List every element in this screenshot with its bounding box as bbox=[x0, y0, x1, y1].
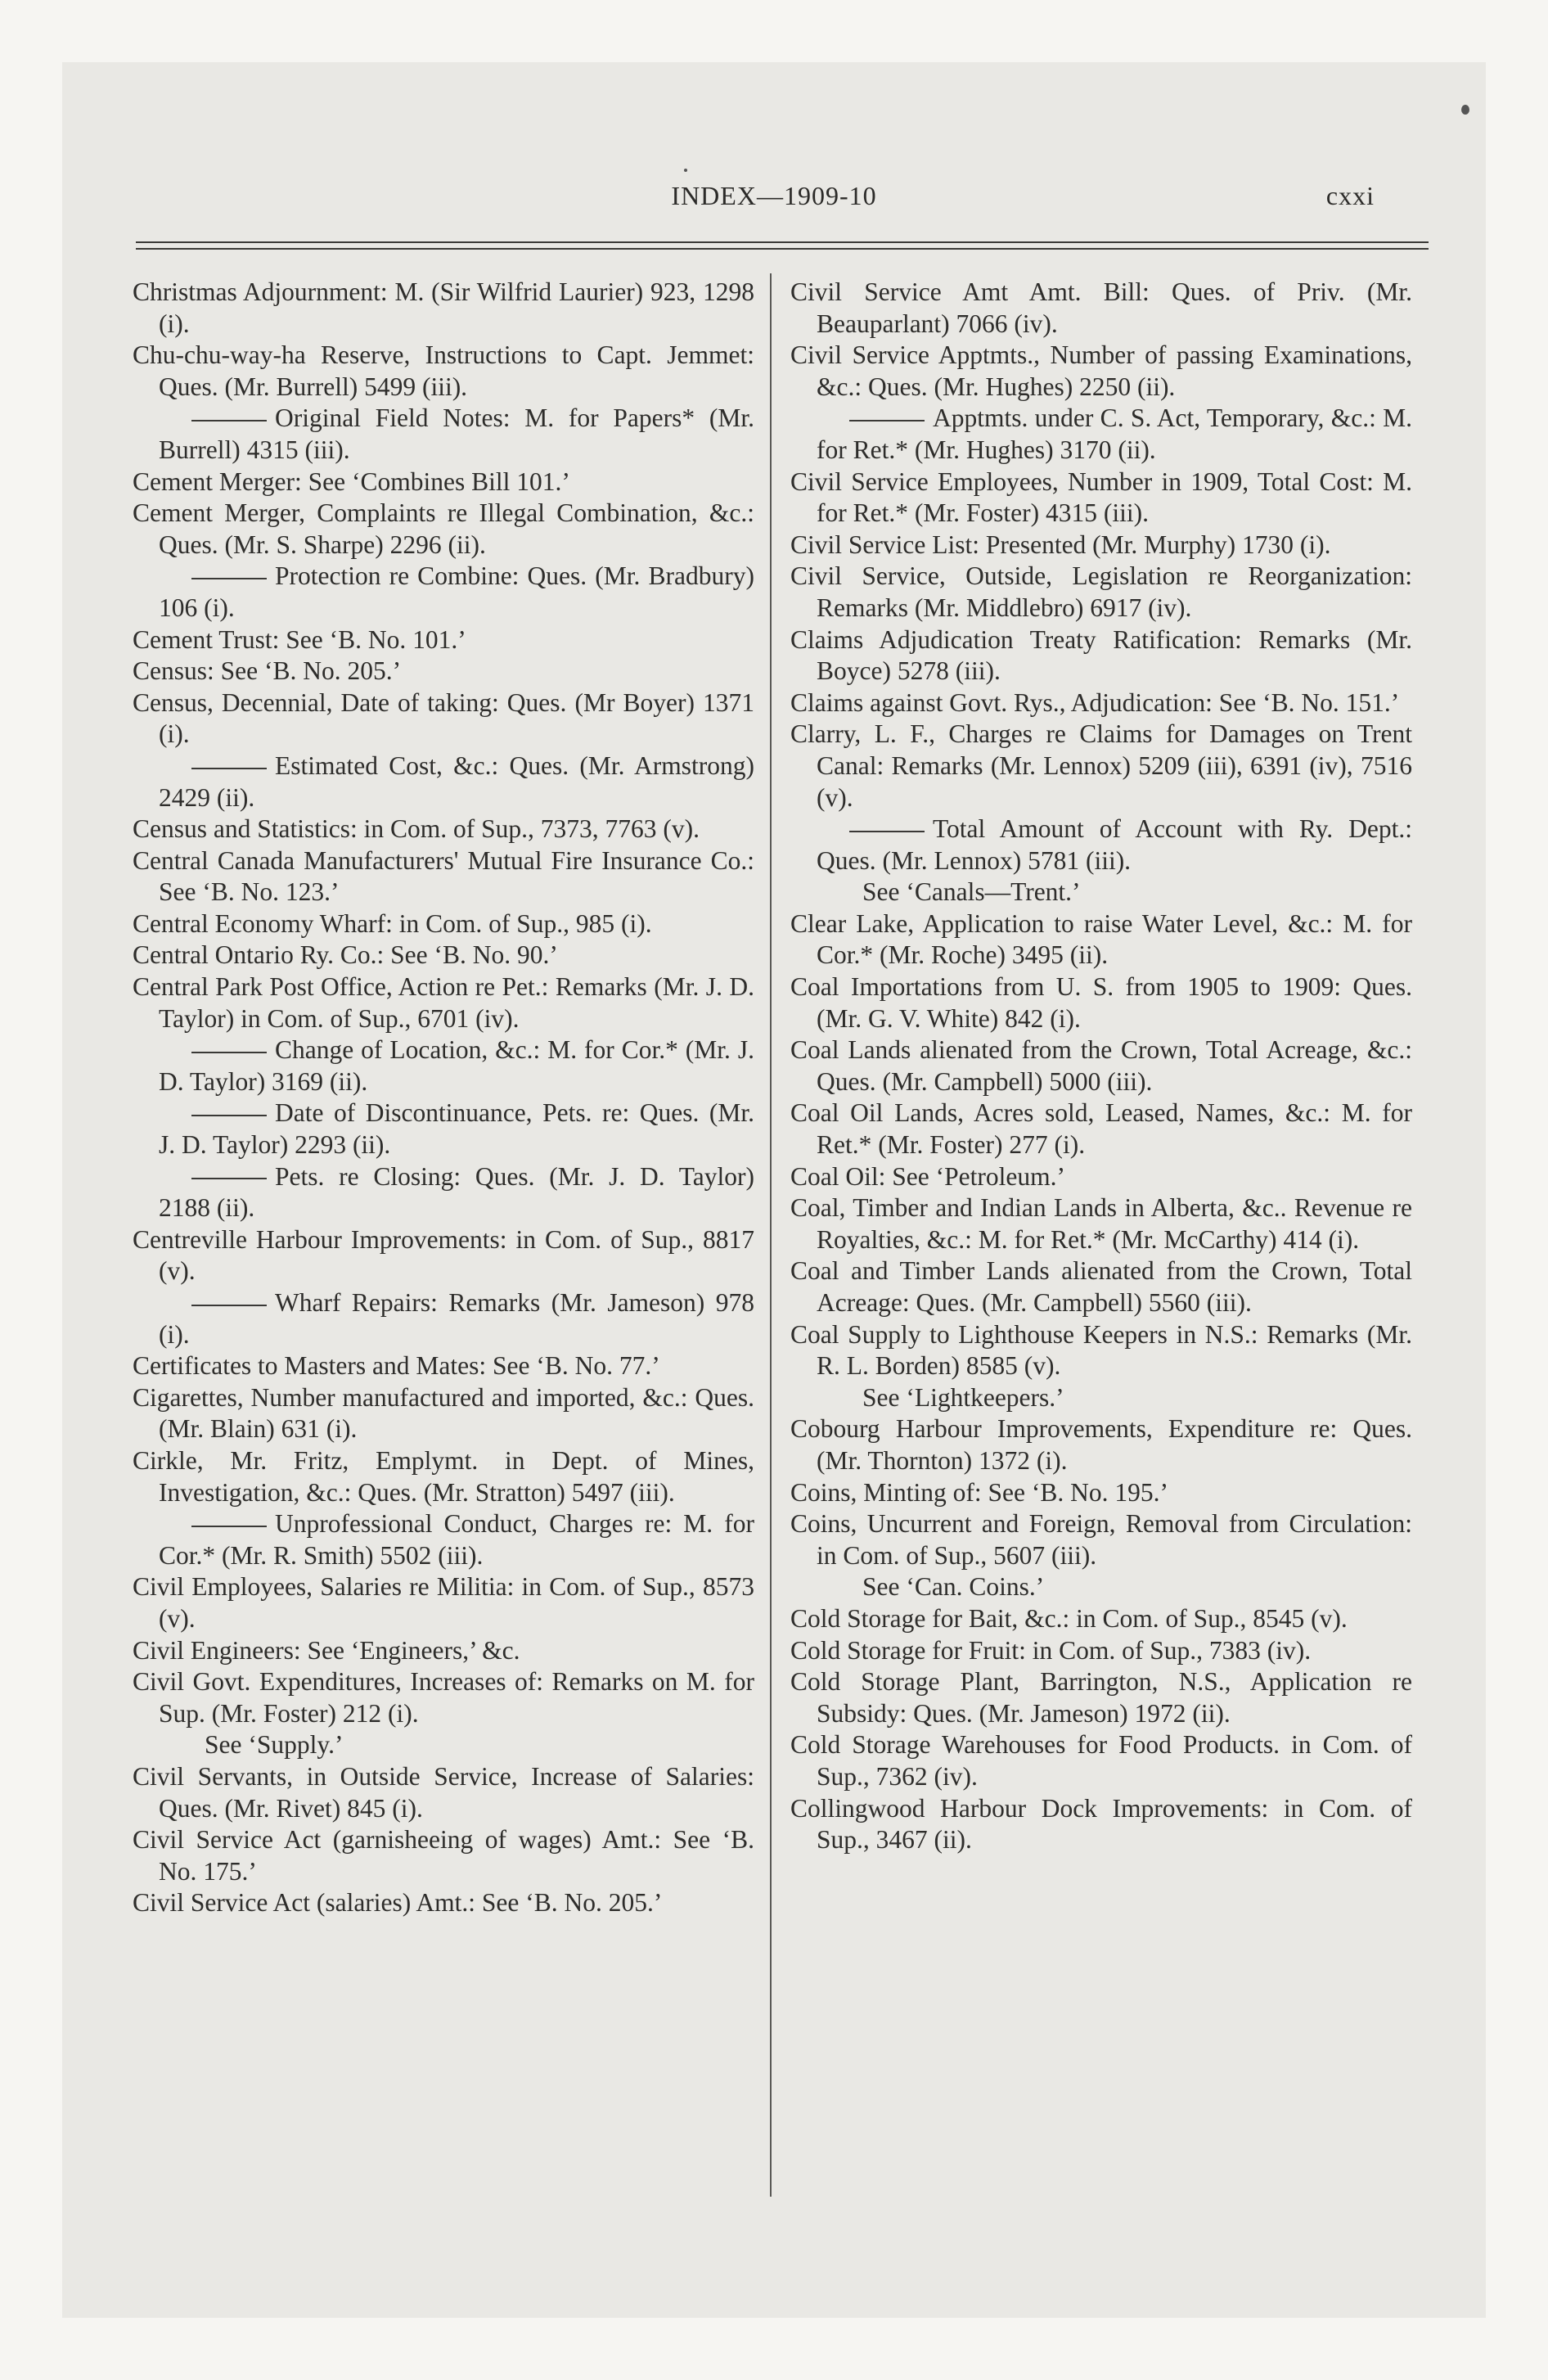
entry-text: Cold Storage for Bait, &c.: in Com. of Sup., 8545 (v). bbox=[790, 1603, 1348, 1633]
entry-text: Cement Merger: See ‘Combines Bill 101.’ bbox=[133, 467, 570, 496]
ditto-dash bbox=[191, 420, 267, 421]
index-entry bbox=[133, 908, 754, 940]
index-entry bbox=[790, 624, 1412, 687]
running-title: INDEX—1909-10 bbox=[671, 181, 877, 210]
index-subentry bbox=[790, 403, 1412, 466]
index-cross-reference bbox=[790, 1571, 1412, 1603]
entry-text: Protection re Combine: Ques. (Mr. Bradbury) 106 (i). bbox=[159, 561, 754, 622]
entry-text: Civil Service Act (salaries) Amt.: See ‘B. No. 205.’ bbox=[133, 1888, 663, 1918]
index-entry bbox=[133, 971, 754, 1034]
entry-text: Central Ontario Ry. Co.: See ‘B. No. 90.’ bbox=[133, 940, 558, 970]
entry-text: Coal and Timber Lands alienated from the Crown, Total Acreage: Ques. (Mr. Campbell) 5560 (iii). bbox=[790, 1256, 1412, 1317]
entry-text: See ‘Supply.’ bbox=[205, 1730, 344, 1760]
header-rule-top bbox=[136, 241, 1429, 243]
index-cross-reference bbox=[790, 1382, 1412, 1414]
index-entry bbox=[790, 1192, 1412, 1255]
entry-text: Christmas Adjournment: M. (Sir Wilfrid Laurier) 923, 1298 (i). bbox=[133, 277, 754, 338]
index-subentry bbox=[790, 814, 1412, 877]
index-entry bbox=[133, 467, 754, 498]
index-entry bbox=[133, 1824, 754, 1887]
index-entry bbox=[790, 1666, 1412, 1729]
scanned-page bbox=[62, 62, 1486, 2318]
index-entry bbox=[790, 719, 1412, 814]
index-entry bbox=[790, 277, 1412, 340]
entry-text: Cirkle, Mr. Fritz, Emplymt. in Dept. of Mines, Investigation, &c.: Ques. (Mr. Stratton) 5497 (iii). bbox=[133, 1445, 754, 1507]
column-divider bbox=[770, 273, 772, 2197]
index-entry bbox=[790, 1729, 1412, 1792]
entry-text: Cold Storage Plant, Barrington, N.S., Application re Subsidy: Ques. (Mr. Jameson) 1972 (ii). bbox=[790, 1667, 1412, 1728]
entry-text: See ‘Canals—Trent.’ bbox=[862, 877, 1081, 907]
index-entry bbox=[790, 1413, 1412, 1476]
right-column bbox=[790, 277, 1412, 1856]
entry-text: Cigarettes, Number manufactured and imported, &c.: Ques. (Mr. Blain) 631 (i). bbox=[133, 1382, 754, 1444]
index-subentry bbox=[133, 1034, 754, 1098]
entry-text: See ‘Can. Coins.’ bbox=[862, 1572, 1045, 1602]
entry-text: Collingwood Harbour Dock Improvements: in Com. of Sup., 3467 (ii). bbox=[790, 1793, 1412, 1855]
ink-speck bbox=[684, 169, 687, 172]
index-subentry bbox=[133, 561, 754, 624]
index-entry bbox=[133, 624, 754, 656]
entry-text: Civil Service List: Presented (Mr. Murphy) 1730 (i). bbox=[790, 530, 1331, 559]
ditto-dash bbox=[191, 1052, 267, 1053]
entry-text: Cement Trust: See ‘B. No. 101.’ bbox=[133, 624, 466, 654]
entry-text: Cement Merger, Complaints re Illegal Combination, &c.: Ques. (Mr. S. Sharpe) 2296 (ii). bbox=[133, 498, 754, 559]
entry-text: Central Economy Wharf: in Com. of Sup., 985 (i). bbox=[133, 908, 652, 938]
entry-text: Coal Oil: See ‘Petroleum.’ bbox=[790, 1161, 1065, 1191]
left-column bbox=[133, 277, 754, 1919]
entry-text: Coal Supply to Lighthouse Keepers in N.S.: Remarks (Mr. R. L. Borden) 8585 (v). bbox=[790, 1319, 1412, 1381]
index-entry bbox=[133, 1635, 754, 1667]
entry-text: Civil Govt. Expenditures, Increases of: Remarks on M. for Sup. (Mr. Foster) 212 (i). bbox=[133, 1667, 754, 1728]
entry-text: Apptmts. under C. S. Act, Temporary, &c.: M. for Ret.* (Mr. Hughes) 3170 (ii). bbox=[817, 403, 1412, 464]
page-header bbox=[62, 181, 1486, 222]
index-subentry bbox=[133, 751, 754, 814]
index-entry bbox=[133, 340, 754, 403]
index-entry bbox=[133, 1350, 754, 1382]
entry-text: Coins, Uncurrent and Foreign, Removal from Circulation: in Com. of Sup., 5607 (iii). bbox=[790, 1509, 1412, 1570]
entry-text: Coal Importations from U. S. from 1905 to 1909: Ques. (Mr. G. V. White) 842 (i). bbox=[790, 972, 1412, 1033]
entry-text: Coins, Minting of: See ‘B. No. 195.’ bbox=[790, 1477, 1168, 1507]
index-entry bbox=[133, 1571, 754, 1634]
ditto-dash bbox=[849, 831, 925, 832]
header-rule-bottom bbox=[136, 248, 1429, 250]
ditto-dash bbox=[191, 1305, 267, 1306]
index-entry bbox=[133, 1887, 754, 1919]
index-entry bbox=[133, 277, 754, 340]
index-entry bbox=[133, 940, 754, 971]
index-entry bbox=[790, 1603, 1412, 1635]
ditto-dash bbox=[191, 1178, 267, 1179]
entry-text: Coal, Timber and Indian Lands in Alberta, &c.. Revenue re Royalties, &c.: M. for Ret.* (Mr. McCarthy) 414 (i). bbox=[790, 1193, 1412, 1254]
entry-text: Centreville Harbour Improvements: in Com. of Sup., 8817 (v). bbox=[133, 1224, 754, 1286]
index-subentry bbox=[133, 1508, 754, 1571]
entry-text: Date of Discontinuance, Pets. re: Ques. (Mr. J. D. Taylor) 2293 (ii). bbox=[159, 1098, 754, 1160]
entry-text: Cold Storage for Fruit: in Com. of Sup., 7383 (iv). bbox=[790, 1635, 1312, 1665]
entry-text: Total Amount of Account with Ry. Dept.: Ques. (Mr. Lennox) 5781 (iii). bbox=[817, 814, 1412, 875]
index-entry bbox=[133, 814, 754, 845]
entry-text: Civil Servants, in Outside Service, Increase of Salaries: Ques. (Mr. Rivet) 845 (i). bbox=[133, 1761, 754, 1823]
index-entry bbox=[790, 340, 1412, 403]
index-entry bbox=[790, 530, 1412, 561]
entry-text: Civil Service Act (garnisheeing of wages) Amt.: See ‘B. No. 175.’ bbox=[133, 1825, 754, 1886]
ditto-dash bbox=[191, 768, 267, 769]
index-subentry bbox=[133, 1098, 754, 1161]
entry-text: Cobourg Harbour Improvements, Expenditure re: Ques. (Mr. Thornton) 1372 (i). bbox=[790, 1414, 1412, 1475]
entry-text: Certificates to Masters and Mates: See ‘B. No. 77.’ bbox=[133, 1351, 660, 1381]
entry-text: Census, Decennial, Date of taking: Ques. (Mr Boyer) 1371 (i). bbox=[133, 687, 754, 749]
entry-text: Original Field Notes: M. for Papers* (Mr. Burrell) 4315 (iii). bbox=[159, 403, 754, 464]
index-entry bbox=[133, 687, 754, 751]
entry-text: Central Park Post Office, Action re Pet.: Remarks (Mr. J. D. Taylor) in Com. of Sup., 6701 (iv). bbox=[133, 972, 754, 1033]
entry-text: Chu-chu-way-ha Reserve, Instructions to Capt. Jemmet: Ques. (Mr. Burrell) 5499 (iii). bbox=[133, 340, 754, 401]
index-entry bbox=[790, 1319, 1412, 1382]
index-entry bbox=[133, 498, 754, 561]
index-entry bbox=[790, 1635, 1412, 1667]
index-entry bbox=[133, 1445, 754, 1508]
entry-text: Civil Service, Outside, Legislation re Reorganization: Remarks (Mr. Middlebro) 6917 (iv). bbox=[790, 561, 1412, 622]
entry-text: Census and Statistics: in Com. of Sup., 7373, 7763 (v). bbox=[133, 814, 700, 844]
index-cross-reference bbox=[133, 1729, 754, 1761]
entry-text: Clear Lake, Application to raise Water Level, &c.: M. for Cor.* (Mr. Roche) 3495 (ii). bbox=[790, 908, 1412, 970]
index-entry bbox=[133, 1666, 754, 1729]
entry-text: Civil Employees, Salaries re Militia: in Com. of Sup., 8573 (v). bbox=[133, 1572, 754, 1633]
entry-text: Civil Engineers: See ‘Engineers,’ &c. bbox=[133, 1635, 520, 1665]
index-entry bbox=[133, 1382, 754, 1445]
entry-text: Cold Storage Warehouses for Food Products. in Com. of Sup., 7362 (iv). bbox=[790, 1730, 1412, 1791]
entry-text: Census: See ‘B. No. 205.’ bbox=[133, 656, 402, 686]
index-subentry bbox=[133, 1287, 754, 1350]
index-entry bbox=[133, 656, 754, 687]
index-entry bbox=[790, 1161, 1412, 1193]
entry-text: Central Canada Manufacturers' Mutual Fire Insurance Co.: See ‘B. No. 123.’ bbox=[133, 845, 754, 907]
ditto-dash bbox=[191, 578, 267, 579]
ditto-dash bbox=[849, 420, 925, 421]
index-entry bbox=[790, 908, 1412, 971]
entry-text: Unprofessional Conduct, Charges re: M. for Cor.* (Mr. R. Smith) 5502 (iii). bbox=[159, 1509, 754, 1570]
entry-text: Claims against Govt. Rys., Adjudication: See ‘B. No. 151.’ bbox=[790, 687, 1400, 717]
entry-text: Clarry, L. F., Charges re Claims for Damages on Trent Canal: Remarks (Mr. Lennox) 5209 (iii), 6391 (iv), 7516 (v). bbox=[790, 719, 1412, 812]
index-entry bbox=[133, 1761, 754, 1824]
index-entry bbox=[133, 845, 754, 908]
index-entry bbox=[790, 971, 1412, 1034]
entry-text: See ‘Lightkeepers.’ bbox=[862, 1382, 1064, 1412]
index-entry bbox=[790, 1508, 1412, 1571]
entry-text: Civil Service Apptmts., Number of passing Examinations, &c.: Ques. (Mr. Hughes) 2250 (ii). bbox=[790, 340, 1412, 401]
index-entry bbox=[790, 1034, 1412, 1098]
entry-text: Civil Service Amt Amt. Bill: Ques. of Priv. (Mr. Beauparlant) 7066 (iv). bbox=[790, 277, 1412, 338]
ditto-dash bbox=[191, 1115, 267, 1116]
index-entry bbox=[790, 1793, 1412, 1856]
entry-text: Claims Adjudication Treaty Ratification: Remarks (Mr. Boyce) 5278 (iii). bbox=[790, 624, 1412, 686]
index-entry bbox=[790, 561, 1412, 624]
entry-text: Change of Location, &c.: M. for Cor.* (Mr. J. D. Taylor) 3169 (ii). bbox=[159, 1035, 754, 1096]
page-number: cxxi bbox=[1325, 181, 1375, 210]
entry-text: Pets. re Closing: Ques. (Mr. J. D. Taylor) 2188 (ii). bbox=[159, 1161, 754, 1223]
index-subentry bbox=[133, 1161, 754, 1224]
index-entry bbox=[790, 687, 1412, 719]
entry-text: Wharf Repairs: Remarks (Mr. Jameson) 978 (i). bbox=[159, 1288, 754, 1349]
ink-speck bbox=[1461, 105, 1469, 115]
entry-text: Civil Service Employees, Number in 1909, Total Cost: M. for Ret.* (Mr. Foster) 4315 (iii). bbox=[790, 467, 1412, 528]
entry-text: Coal Oil Lands, Acres sold, Leased, Names, &c.: M. for Ret.* (Mr. Foster) 277 (i). bbox=[790, 1098, 1412, 1160]
ditto-dash bbox=[191, 1526, 267, 1527]
entry-text: Coal Lands alienated from the Crown, Total Acreage, &c.: Ques. (Mr. Campbell) 5000 (iii). bbox=[790, 1035, 1412, 1096]
index-entry bbox=[790, 467, 1412, 530]
index-entry bbox=[790, 1255, 1412, 1318]
index-entry bbox=[790, 1477, 1412, 1509]
index-cross-reference bbox=[790, 877, 1412, 908]
index-entry bbox=[790, 1098, 1412, 1161]
entry-text: Estimated Cost, &c.: Ques. (Mr. Armstrong) 2429 (ii). bbox=[159, 751, 754, 812]
index-subentry bbox=[133, 403, 754, 466]
index-entry bbox=[133, 1224, 754, 1287]
